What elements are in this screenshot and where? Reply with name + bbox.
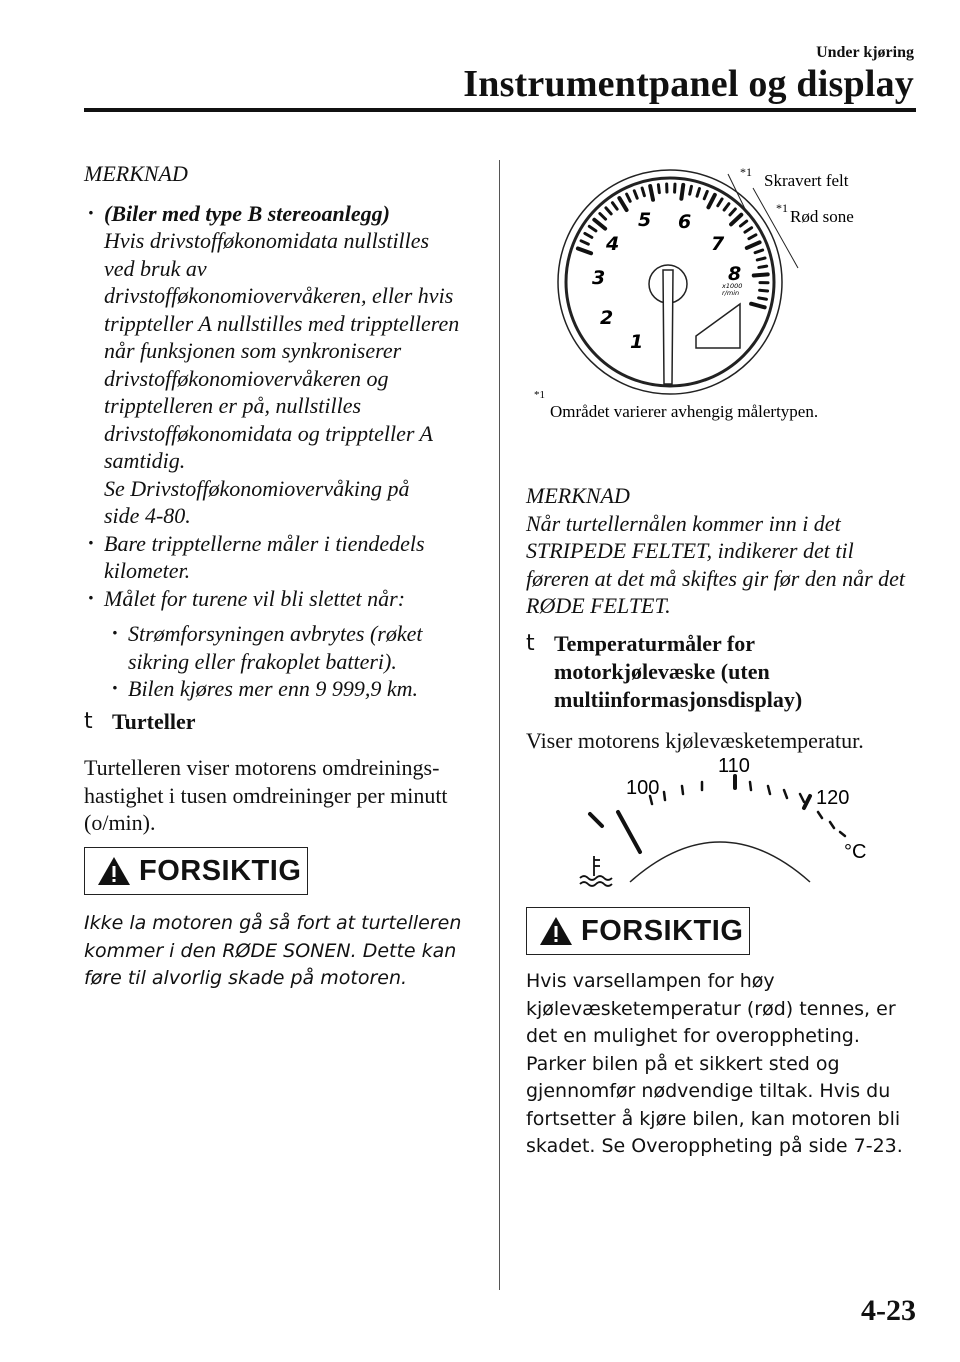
- tach-tick: [681, 185, 683, 199]
- tach-tick: [594, 220, 605, 229]
- callout-footnote-mark: *1: [740, 165, 752, 179]
- section-title-line: Temperaturmåler for: [554, 631, 755, 656]
- coolant-temperature-gauge: [560, 752, 880, 892]
- section-marker-icon: t: [84, 709, 93, 734]
- note-title: MERKNAD: [84, 161, 188, 186]
- page-title: Instrumentpanel og display: [463, 63, 914, 105]
- note-line: samtidig.: [104, 448, 186, 473]
- tach-tick: [747, 242, 760, 248]
- tach-tick: [619, 198, 626, 210]
- temp-label-100: 100: [626, 777, 660, 799]
- tach-tick: [759, 298, 767, 299]
- tach-tick: [704, 191, 707, 198]
- section-heading-coolant-temp: [526, 630, 918, 714]
- temp-unit: °C: [844, 841, 867, 863]
- note-line: når funksjonen som synkroniserer: [104, 338, 402, 363]
- page-number: 4-23: [861, 1294, 916, 1327]
- tach-number: 8: [728, 263, 742, 285]
- tach-number: 7: [711, 233, 725, 255]
- section-title-line: motorkjølevæske (uten: [554, 659, 770, 684]
- caution-text: Ikke la motoren gå så fort at turtelleren kommer i den RØDE SONEN. Dette kan føre til alvorlig skade på motoren.: [84, 912, 462, 989]
- tach-tick: [612, 203, 617, 209]
- note-body: Når turtellernålen kommer inn i det STRIPEDE FELTET, indikerer det til føreren at det må skiftes gir før den når det RØDE FELTET.: [526, 510, 906, 618]
- section-marker-icon: t: [526, 631, 535, 656]
- note-line: Se Drivstofføkonomiovervåking på: [104, 475, 410, 501]
- tach-unit-bottom: r/min: [722, 289, 740, 297]
- section-body: Turtelleren viser motorens omdreinings-hastighet i tusen omdreininger per minutt (o/min).: [84, 755, 448, 835]
- note-title: MERKNAD: [526, 483, 630, 508]
- tachometer-figure: [520, 160, 920, 440]
- tach-tick: [650, 186, 653, 200]
- caution-banner: [84, 847, 308, 895]
- tach-number: 5: [638, 209, 652, 231]
- footnote-mark: *1: [534, 389, 545, 401]
- tach-tick: [697, 189, 699, 197]
- section-title-line: multiinformasjonsdisplay): [554, 687, 803, 712]
- tach-tick: [658, 185, 659, 193]
- tach-tick: [581, 241, 588, 244]
- note-line: ved bruk av: [104, 255, 207, 281]
- tach-tick: [757, 258, 765, 260]
- note-line: drivstofføkonomiovervåkeren, eller hvis: [104, 283, 454, 308]
- tach-tick: [730, 209, 735, 215]
- temp-label-110: 110: [718, 755, 750, 777]
- coolant-temperature-icon: [580, 856, 612, 886]
- tach-tick: [589, 226, 596, 231]
- section-title: Turteller: [112, 709, 196, 734]
- tach-tick: [708, 195, 714, 207]
- tach-tick: [759, 266, 767, 267]
- note-line: side 4-80.: [104, 503, 191, 528]
- tach-number: 6: [678, 211, 692, 233]
- tach-tick: [634, 191, 637, 198]
- tach-tick: [690, 186, 692, 194]
- tach-tick: [760, 290, 768, 291]
- tach-number: 3: [592, 267, 606, 289]
- tach-number: 1: [630, 331, 644, 353]
- callout-shaded-field: Skravert felt: [764, 171, 849, 190]
- note-line: trippteller A nullstilles med tripptelleren: [104, 310, 460, 336]
- tach-tick: [745, 228, 752, 232]
- tach-tick: [740, 221, 746, 226]
- section-body: Viser motorens kjølevæsketemperatur.: [526, 728, 864, 753]
- tach-tick: [600, 214, 606, 220]
- callout-red-zone: Rød sone: [790, 207, 854, 226]
- header-divider: [84, 108, 916, 112]
- tach-tick: [755, 250, 763, 253]
- note-line: drivstofføkonomiovervåkeren og: [104, 365, 389, 391]
- tach-tick: [642, 188, 644, 196]
- tach-footnote: Området varierer avhengig målertypen.: [550, 402, 819, 421]
- tach-tick: [751, 304, 765, 308]
- note-bullet: · Bare tripptellerne måler i tiendedels kilometer.: [84, 530, 464, 585]
- note-bullet: [84, 200, 484, 530]
- caution-text: Hvis varsellampen for høy kjølevæsketemperatur (rød) tennes, er det en mulighet for overoppheting. Parker bilen på et sikkert sted og gjennomfør nødvendige tiltak. Hvis du fortsetter å kjøre bilen, kan motoren bli skadet. Se Overoppheting på side 7-23.: [526, 970, 903, 1157]
- tach-unit-top: x1000: [722, 282, 743, 290]
- warning-triangle-icon: [97, 856, 131, 886]
- tach-number: 4: [606, 233, 620, 255]
- tach-tick: [749, 235, 756, 239]
- note-line: drivstofføkonomidata og trippteller A: [104, 420, 433, 446]
- tach-tick: [578, 248, 591, 253]
- warning-triangle-icon: [539, 916, 573, 946]
- tach-tick: [585, 233, 592, 237]
- tach-tick: [754, 274, 768, 275]
- column-divider: [499, 160, 500, 1290]
- note-line: tripptelleren er på, nullstilles: [104, 393, 362, 418]
- section-heading-tachometer: [84, 708, 484, 736]
- temp-label-120: 120: [816, 787, 850, 809]
- tach-tick: [606, 208, 611, 214]
- note-box-left: [84, 160, 484, 703]
- tach-tick: [627, 194, 631, 201]
- caution-banner: [526, 907, 750, 955]
- note-box-right: [526, 482, 918, 620]
- note-line: Hvis drivstofføkonomidata nullstilles: [104, 228, 430, 253]
- tach-tick: [724, 204, 729, 210]
- tach-tick: [718, 199, 722, 206]
- tach-tick: [731, 215, 741, 225]
- tach-number: 2: [600, 307, 614, 329]
- callout-footnote-mark: *1: [776, 201, 788, 215]
- caution-label: FORSIKTIG: [139, 854, 302, 887]
- section-running-title: Under kjøring: [816, 44, 914, 61]
- caution-label: FORSIKTIG: [581, 914, 744, 947]
- note-bullet: · Målet for turene vil bli slettet når:: [84, 585, 484, 613]
- note-bullet-heading: · (Biler med type B stereoanlegg): [104, 200, 390, 226]
- note-sub-bullet: · Strømforsyningen avbrytes (røket sikring eller frakoplet batteri).: [108, 620, 448, 675]
- note-sub-bullet: · Bilen kjøres mer enn 9 999,9 km.: [108, 675, 484, 703]
